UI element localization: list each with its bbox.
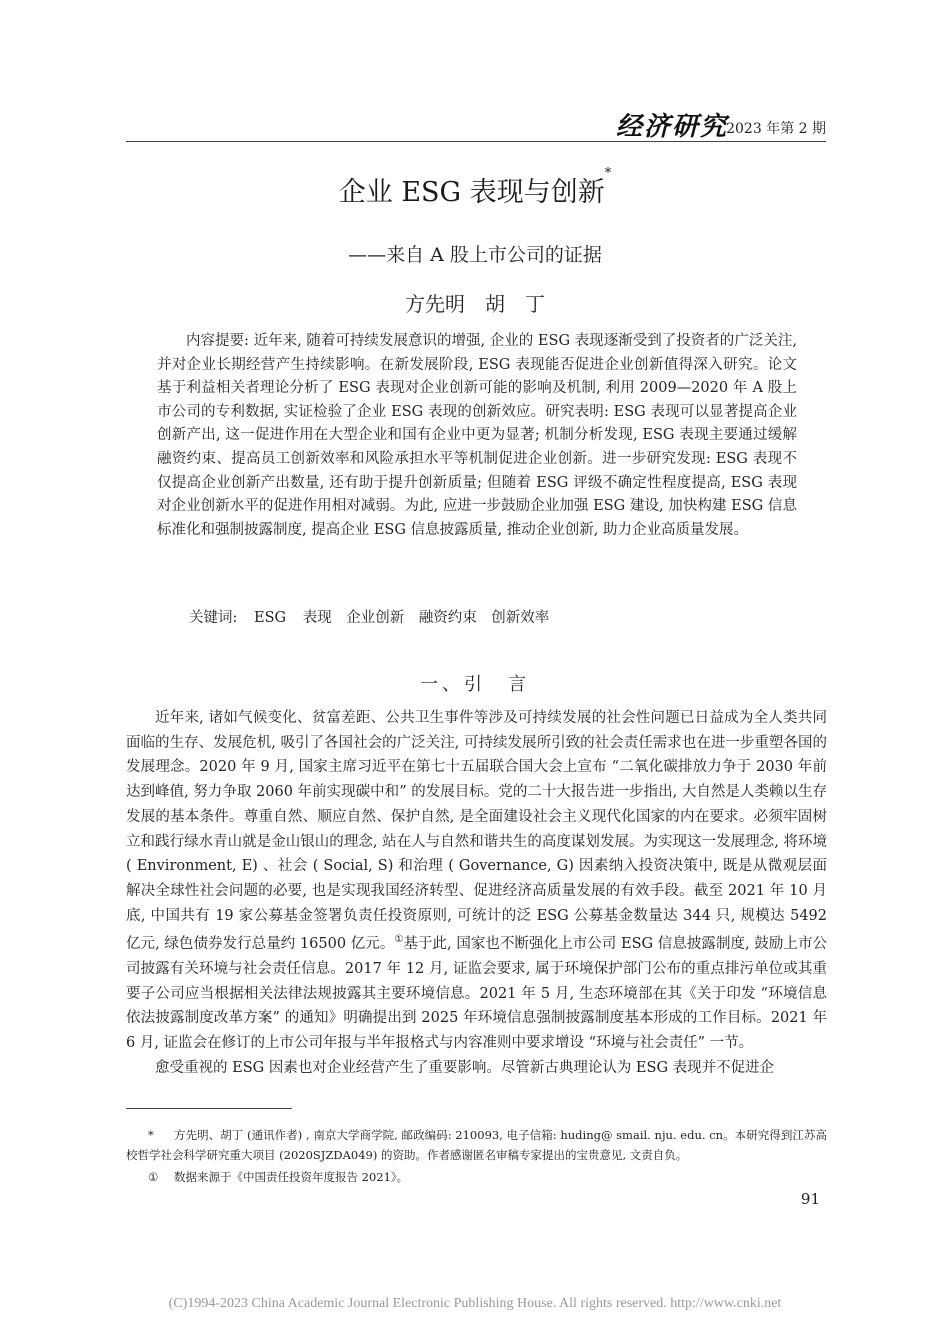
body-paragraph-1a: 近年来, 诸如气候变化、贫富差距、公共卫生事件等涉及可持续发展的社会性问题已日益成为全人类共同面临的生存、发展危机, 吸引了各国社会的广泛关注, 可持续发展所引致的社会责任需求也在进一步重塑各国的发展理念。2020 年 9 月, 国家主席习近平在第七十五届联合国大会上宣布 “二氧化碳排放力争于 2030 年前达到峰值, 努力争取 2060 年前实现碳中和” 的发展目标。党的二十大报告进一步指出, 大自然是人类赖以生存发展的基本条件。尊重自然、顺应自然、保护自然, 是全面建设社会主义现代化国家的内在要求。必须牢固树立和践行绿水青山就是金山银山的理念, 站在人与自然和谐共生的高度谋划发展。为实现这一发展理念, 将环境 ( Environment, E) 、社会 ( Social, S) 和治理 ( Governance, G) 因素纳入投资决策中, 既是从微观层面解决全球性社会问题的必要, 也是实现我国经济转型、促进经济高质量发展的有效手段。截至 2021 年 10 月底, 中国共有 19 家公募基金签署负责任投资原则, 可统计的泛 ESG 公募基金数量达 344 只, 规模达 5492 亿元, 绿色债券发行总量约 16500 亿元。 (126, 710, 827, 953)
footnotes (126, 1125, 827, 1189)
footnote-author (126, 1125, 827, 1165)
body-paragraph: 愈受重视的 ESG 因素也对企业经营产生了重要影响。尽管新古典理论认为 ESG 表现并不促进企 (155, 1059, 775, 1076)
header-rule (126, 141, 826, 142)
body-text (126, 706, 827, 1080)
article-authors: 方先明 胡 丁 (405, 292, 545, 316)
article-title-text: 企业 ESG 表现与创新 (338, 177, 605, 208)
abstract (157, 330, 797, 542)
title-footnote-mark[interactable]: * (604, 166, 612, 181)
abstract-text: 内容提要: 近年来, 随着可持续发展意识的增强, 企业的 ESG 表现逐渐受到了投资者的广泛关注, 并对企业长期经营产生持续影响。在新发展阶段, ESG 表现能否促进企业创新值得深入研究。论文基于利益相关者理论分析了 ESG 表现对企业创新可能的影响及机制, 利用 2009—2020 年 A 股上市公司的专利数据, 实证检验了企业 ESG 表现的创新效应。研究表明: ESG 表现可以显著提高企业创新产出, 这一促进作用在大型企业和国有企业中更为显著; 机制分析发现, ESG 表现主要通过缓解融资约束、提高员工创新效率和风险承担水平等机制促进企业创新。进一步研究发现: ESG 表现不仅提高企业创新产出数量, 还有助于提升创新质量; 但随着 ESG 评级不确定性程度提高, ESG 表现对企业创新水平的促进作用相对减弱。为此, 应进一步鼓励企业加强 ESG 建设, 加快构建 ESG 信息标准化和强制披露制度, 提高企业 ESG 信息披露质量, 推动企业创新, 助力企业高质量发展。 (157, 333, 797, 538)
footnote-ref-1[interactable]: ① (394, 934, 404, 946)
footnote-1-mark: ① (148, 1170, 159, 1184)
running-header (126, 104, 826, 142)
copyright-notice: (C)1994-2023 China Academic Journal Electronic Publishing House. All rights reserved. http://www.cnki.net (168, 1296, 782, 1311)
journal-logo: 经济研究 (615, 112, 728, 142)
article-title (0, 166, 950, 209)
footnote-rule (126, 1108, 292, 1109)
body-paragraph-1b: 基于此, 国家也不断强化上市公司 ESG 信息披露制度, 鼓励上市公司披露有关环境与社会责任信息。2017 年 12 月, 证监会要求, 属于环境保护部门公布的重点排污单位或其重要子公司应当根据相关法律法规披露其主要环境信息。2021 年 5 月, 生态环境部在其《关于印发 “环境信息依法披露制度改革方案” 的通知》明确提出到 2025 年环境信息强制披露制度基本形成的工作目标。2021 年 6 月, 证监会在修订的上市公司年报与半年报格式与内容准则中要求增设 “环境与社会责任” 一节。 (126, 936, 828, 1051)
footnote-star-mark: * (148, 1128, 154, 1142)
body-paragraph (126, 706, 827, 1056)
section-heading: 一、引 言 (420, 674, 530, 695)
keywords: 关键词: ESG 表现 企业创新 融资约束 创新效率 (189, 610, 550, 626)
footnote-1 (126, 1167, 827, 1187)
footnote-author-text: 方先明、胡丁 (通讯作者) , 南京大学商学院, 邮政编码: 210093, 电子信箱: huding@ smail. nju. edu. cn。本研究得到江苏高校哲学社会科学研究重大项目 (2020SJZDA049) 的资助。作者感谢匿名审稿专家提出的宝贵意见, 文责自负。 (126, 1128, 827, 1162)
page-number: 91 (800, 1190, 820, 1208)
issue-label: 2023 年第 2 期 (726, 121, 826, 137)
article-subtitle: ——来自 A 股上市公司的证据 (348, 244, 602, 266)
footnote-1-text: 数据来源于《中国责任投资年度报告 2021》。 (174, 1170, 409, 1184)
